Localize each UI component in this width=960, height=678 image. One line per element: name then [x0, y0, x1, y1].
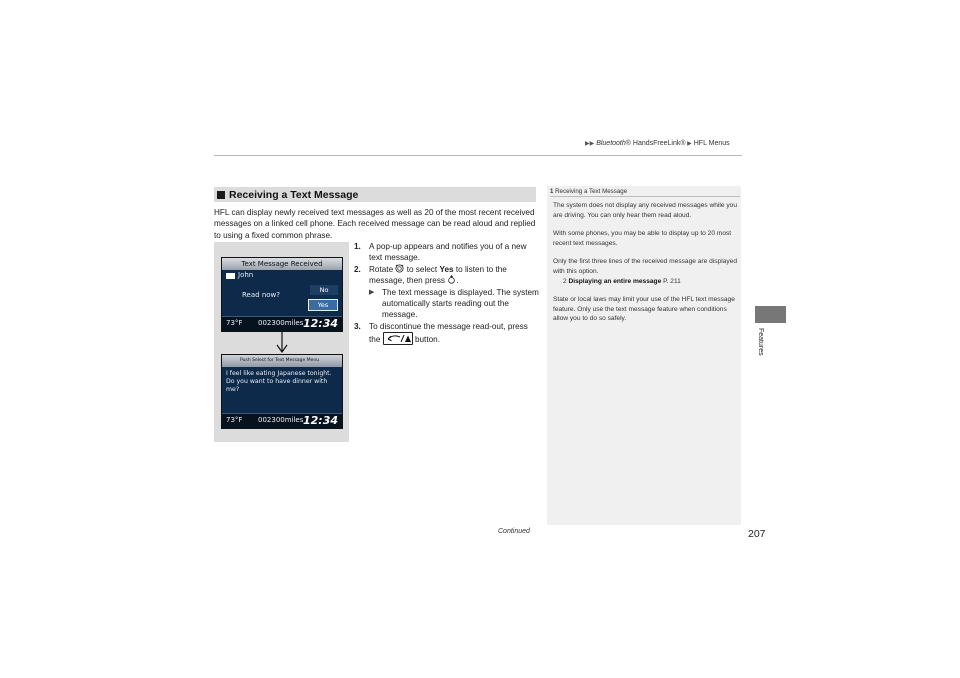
reference-arrow-icon: 2 [563, 277, 567, 285]
screen-text-received [221, 257, 343, 332]
screen2-temperature: 73°F [226, 416, 243, 424]
note-body [553, 201, 737, 333]
note-paragraph-3: Only the first three lines of the received message are displayed with this option. [553, 258, 737, 275]
down-arrow-icon [276, 331, 288, 353]
screen1-temperature: 73°F [226, 319, 243, 327]
step-1-text: A pop-up appears and notifies you of a new text message. [369, 242, 527, 263]
result-arrow-icon: ▶ [369, 288, 375, 296]
screen1-title: Text Message Received [222, 258, 342, 270]
note-marker-icon: 1 [550, 189, 554, 195]
steps-list [354, 241, 539, 346]
screen1-clock: 12:34 [302, 317, 338, 330]
side-tab-label [752, 328, 772, 388]
step-3-text-b: button. [414, 335, 440, 345]
note-paragraph-4: State or local laws may limit your use of the HFL text message feature. Only use the text message feature when conditions allow you to do so safely. [553, 296, 735, 323]
screen1-status-bar [222, 316, 342, 331]
screen2-status-bar [222, 413, 342, 428]
breadcrumb-arrow-icon: ▶▶ [585, 141, 595, 147]
breadcrumb-part1-rest: ® HandsFreeLink® [625, 140, 686, 147]
screen2-clock: 12:34 [302, 414, 338, 427]
screen1-no-button[interactable]: No [310, 285, 338, 295]
note-reference[interactable] [563, 277, 737, 287]
breadcrumb-part1-italic: Bluetooth [596, 140, 626, 147]
note-paragraph-2: With some phones, you may be able to display up to 20 most recent text messages. [553, 230, 732, 247]
step-2-text-a: Rotate [369, 264, 394, 274]
section-square-icon [217, 191, 225, 199]
step-3-number: 3. [354, 321, 361, 331]
step-3-text-a: To discontinue the message read-out, press the [369, 321, 528, 345]
breadcrumb [585, 140, 745, 147]
note-paragraph-1: The system does not display any received messages while you are driving. You can only hear them read aloud. [553, 202, 737, 219]
step-2-yes: Yes [439, 264, 454, 274]
side-tab-text: Features [757, 328, 764, 356]
screen1-sender: John [238, 271, 254, 279]
step-2-result [369, 287, 539, 321]
screen2-message: I feel like eating Japanese tonight. Do you want to have dinner with me? [226, 370, 332, 393]
screen1-yes-button[interactable]: Yes [308, 299, 338, 311]
step-1 [354, 241, 539, 264]
screen-figure [214, 242, 349, 442]
screen2-odometer: 002300miles [258, 416, 304, 424]
step-2-text-c: to listen to the message, then press [369, 264, 507, 286]
back-button-icon [383, 332, 413, 345]
step-2-text-d: . [456, 276, 459, 286]
note-title-text: Receiving a Text Message [555, 188, 628, 195]
side-tab-marker [755, 306, 786, 323]
breadcrumb-arrow-icon: ▶ [685, 141, 692, 147]
page-number: 207 [748, 528, 766, 540]
selector-knob-icon [395, 264, 404, 273]
screen1-prompt: Read now? [242, 291, 280, 299]
screen1-odometer: 002300miles [258, 319, 304, 327]
push-knob-icon [447, 275, 459, 286]
screen-message-display [221, 354, 343, 429]
step-2-result-text: The text message is displayed. The system automatically starts reading out the message. [382, 287, 539, 320]
step-2-number: 2. [354, 264, 361, 274]
header-rule [214, 155, 742, 156]
breadcrumb-part2: HFL Menus [693, 140, 730, 147]
section-heading [214, 187, 536, 202]
note-reference-page: P. 211 [663, 277, 681, 285]
continued-label: Continued [498, 528, 530, 535]
note-title [550, 188, 740, 197]
step-3 [354, 321, 539, 346]
intro-paragraph: HFL can display newly received text messages as well as 20 of the most recent received messages on a linked cell phone. Each received message can be read aloud and replied to using a fixed common phrase. [214, 208, 536, 240]
envelope-icon [226, 273, 235, 279]
screen2-title: Push Select for Text Message Menu [222, 355, 342, 367]
step-1-number: 1. [354, 242, 361, 251]
step-2 [354, 264, 539, 287]
note-reference-label: Displaying an entire message [568, 277, 662, 285]
section-title: Receiving a Text Message [229, 188, 359, 201]
step-2-text-b: to select [406, 264, 438, 274]
